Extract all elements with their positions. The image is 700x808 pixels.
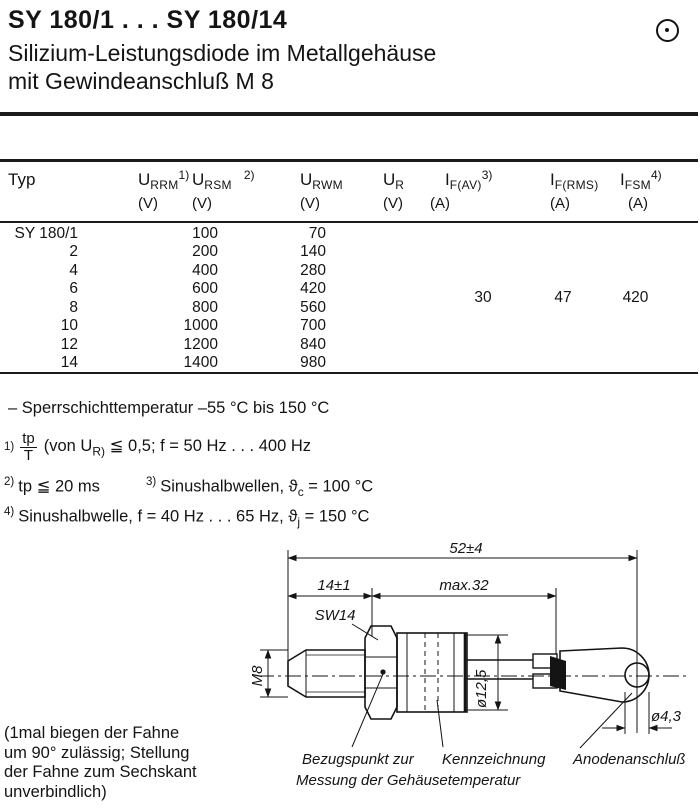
caption-ref-point-line2: Messung der Gehäusetemperatur — [296, 772, 521, 789]
col-unit: (V) — [383, 195, 403, 212]
dim-body-length — [372, 577, 556, 596]
table-cell: 200 — [192, 243, 218, 260]
caption-ref-point-line1: Bezugspunkt zur — [302, 751, 414, 768]
table-cell: 2 — [69, 243, 78, 260]
table-top-rule — [0, 159, 698, 162]
leader-marking — [437, 700, 443, 747]
bending-note-line: unverbindlich) — [4, 782, 107, 801]
bending-note — [4, 724, 197, 802]
leader-ref-point — [352, 674, 383, 747]
dim-thread-label: 14±1 — [317, 577, 351, 594]
col-header: $U_R$ — [383, 170, 405, 192]
dim-hole-diameter — [602, 692, 682, 734]
dim-wrench-label: SW14 — [314, 607, 356, 624]
table-cell: 1400 — [183, 354, 218, 371]
footnote-1-text: (von $U_{R)}$ ≦ 0,5; f = 50 Hz . . . 400 Hz — [43, 437, 311, 459]
col-header: $I_{F(RMS)}$ — [550, 170, 599, 192]
col-unit: (V) — [300, 195, 320, 212]
table-cell: 420 — [300, 280, 326, 297]
table-cell: 1200 — [183, 335, 218, 353]
subtitle-line-2: mit Gewindeanschluß M 8 — [8, 68, 274, 94]
table-cell: 600 — [192, 280, 218, 297]
table-cell: 8 — [69, 298, 78, 316]
col-header: $I_{F(AV)}^{3)}$ — [445, 168, 493, 192]
footnote-4: $^{4)}$ Sinushalbwelle, f = 40 Hz . . . 65 Hz, $ϑ_j = 150$ °C — [4, 506, 370, 529]
dim-thread-length — [288, 577, 372, 596]
dim-overall-length — [288, 540, 637, 558]
table-cell: 10 — [60, 317, 78, 334]
table-cell: 280 — [300, 261, 326, 279]
duty-cycle-fraction: $\frac{tp}{T}$ — [22, 430, 35, 464]
leader-anode — [580, 693, 632, 748]
bending-note-line: der Fahne zum Sechskant — [4, 763, 197, 781]
caption-marking: Kennzeichnung — [442, 751, 546, 768]
col-header: $U_{RRM}^{1)}$ — [138, 168, 190, 192]
junction-temp-note: – Sperrschichttemperatur –55 °C bis 150 °C — [8, 399, 330, 417]
subtitle-line-1: Silizium-Leistungsdiode im Metallgehäuse — [8, 40, 437, 66]
anode-tab — [560, 648, 649, 702]
caption-anode: Anodenanschluß — [573, 751, 686, 768]
table-cell: 12 — [60, 335, 78, 353]
spec-table-body — [0, 224, 673, 372]
table-cell: 14 — [60, 354, 78, 371]
table-cell: 100 — [192, 224, 218, 242]
dim-body-length-label: max.32 — [439, 577, 489, 594]
spec-table — [0, 224, 673, 372]
table-cell: 140 — [300, 243, 326, 260]
table-cell: 47 — [554, 289, 572, 307]
footnote-1-mark: 1) — [4, 441, 15, 454]
dim-thread-size-label: M8 — [249, 665, 266, 687]
table-bottom-rule — [0, 372, 698, 374]
col-header: $U_{RSM}^{2)}$ — [192, 168, 255, 192]
footnote-1 — [4, 431, 311, 464]
thread-stud — [288, 650, 365, 697]
col-unit: (V) — [138, 195, 158, 212]
footnote-2: $^{2)}$ tp ≦ 20 ms — [4, 476, 100, 496]
register-mark-icon — [656, 19, 679, 42]
col-unit: (A) — [628, 195, 648, 212]
divider-thick — [0, 112, 698, 116]
bending-note-line: (1mal biegen der Fahne — [4, 724, 180, 742]
table-cell: 980 — [300, 354, 326, 371]
table-header-rule — [0, 221, 698, 223]
table-cell: 70 — [308, 224, 326, 242]
bending-note-line: um 90° zulässig; Stellung — [4, 743, 190, 762]
table-cell: 4 — [69, 261, 78, 279]
table-cell: 700 — [300, 317, 326, 334]
table-cell: 1000 — [183, 317, 218, 334]
table-cell — [326, 224, 438, 372]
col-unit: (V) — [192, 195, 212, 212]
page-title: SY 180/1 . . . SY 180/14 — [8, 6, 288, 34]
table-cell: 400 — [192, 261, 218, 279]
col-header: $U_{RWM}$ — [300, 170, 343, 192]
table-row — [0, 224, 673, 243]
crimp — [533, 654, 566, 690]
table-cell: 560 — [300, 298, 326, 316]
table-cell: 840 — [300, 335, 326, 353]
dim-hole-diameter-label: ø4,3 — [651, 708, 682, 725]
col-header: $I_{FSM}^{4)}$ — [620, 168, 662, 192]
col-header: Typ — [8, 170, 36, 189]
dim-body-diameter — [467, 635, 508, 710]
table-cell: 30 — [474, 289, 492, 307]
col-unit: (A) — [430, 195, 450, 212]
case-temp-reference-dot — [380, 669, 385, 674]
table-cell: 6 — [69, 280, 78, 297]
footnote-3: $^{3)}$ Sinushalbwellen, $ϑ_c = 100$ °C — [146, 476, 374, 499]
table-cell: 800 — [192, 298, 218, 316]
table-cell: SY 180/1 — [14, 224, 78, 242]
dim-overall-label: 52±4 — [449, 540, 483, 557]
dim-thread-size — [249, 650, 288, 697]
col-unit: (A) — [550, 195, 570, 212]
table-cell: 420 — [622, 289, 649, 307]
dim-body-diameter-label: ø12,5 — [473, 669, 490, 708]
diode-body — [397, 633, 467, 712]
